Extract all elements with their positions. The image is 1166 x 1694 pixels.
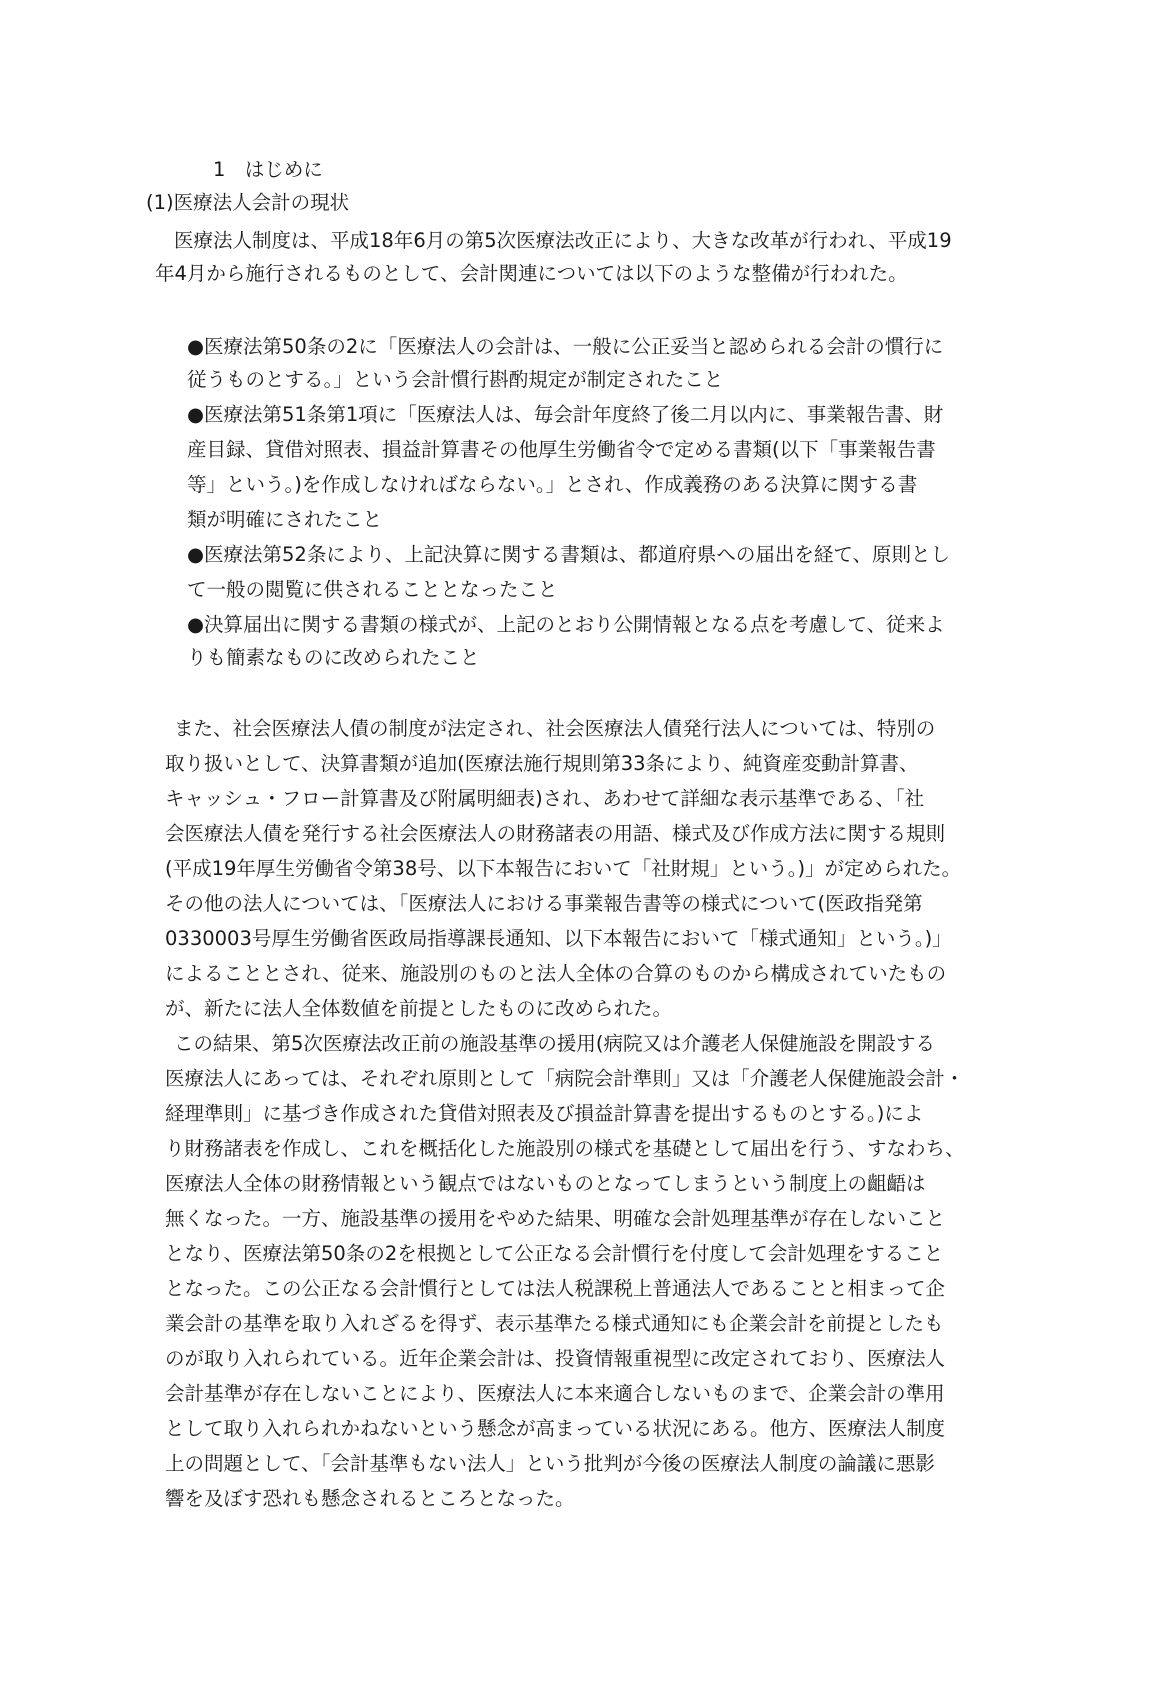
text-line: 響を及ぼす恐れも懸念されるところとなった。 (165, 1487, 575, 1510)
text-line: 医療法人全体の財務情報という観点ではないものとなってしまうという制度上の齟齬は (165, 1172, 926, 1195)
text-line: 従うものとする。」という会計慣行斟酌規定が制定されたこと (187, 368, 724, 391)
text-line: 等」という。)を作成しなければならない。」とされ、作成義務のある決算に関する書 (187, 473, 918, 496)
text-line: 会医療法人債を発行する社会医療法人の財務諸表の用語、様式及び作成方法に関する規則 (165, 822, 946, 845)
text-line: が、新たに法人全体数値を前提としたものに改められた。 (165, 997, 673, 1020)
text-line: 年4月から施行されるものとして、会計関連については以下のような整備が行われた。 (155, 262, 908, 285)
text-line: となり、医療法第50条の2を根拠として公正なる会計慣行を付度して会計処理をすること (165, 1242, 944, 1265)
text-line: 0330003号厚生労働省医政局指導課長通知、以下本報告において「様式通知」という。)」 (165, 927, 952, 950)
text-line: り財務諸表を作成し、これを概括化した施設別の様式を基礎として届出を行う、すなわち、 (165, 1137, 965, 1160)
text-line: ●決算届出に関する書類の様式が、上記のとおり公開情報となる点を考慮して、従来よ (187, 613, 945, 636)
text-line: のが取り入れられている。近年企業会計は、投資情報重視型に改定されており、医療法人 (165, 1347, 946, 1370)
text-line: ●医療法第50条の2に「医療法人の会計は、一般に公正妥当と認められる会計の慣行に (187, 335, 944, 358)
text-line: 類が明確にされたこと (187, 508, 383, 531)
text-line: 上の問題として、「会計基準もない法人」という批判が今後の医療法人制度の論議に悪影 (165, 1452, 935, 1475)
text-line: 会計基準が存在しないことにより、医療法人に本来適合しないものまで、企業会計の準用 (165, 1382, 945, 1405)
text-line: 経理準則」に基づき作成された貸借対照表及び損益計算書を提出するものとする。)によ (165, 1102, 924, 1125)
text-line: また、社会医療法人債の制度が法定され、社会医療法人債発行法人については、特別の (174, 717, 936, 740)
section-heading: 1 はじめに (213, 158, 323, 181)
text-line: ●医療法第51条第1項に「医療法人は、毎会計年度終了後二月以内に、事業報告書、財 (187, 403, 944, 426)
text-line: となった。この公正なる会計慣行としては法人税課税上普通法人であることと相まって企 (165, 1277, 946, 1300)
text-line: その他の法人については、「医療法人における事業報告書等の様式について(医政指発第 (165, 892, 923, 915)
text-line: 医療法人にあっては、それぞれ原則として「病院会計準則」又は「介護老人保健施設会計・ (165, 1067, 965, 1090)
text-line: (平成19年厚生労働省令第38号、以下本報告において「社財規」という。)」が定められた。 (165, 857, 962, 880)
text-line: この結果、第5次医療法改正前の施設基準の援用(病院又は介護老人保健施設を開設する (174, 1032, 936, 1055)
text-line: 無くなった。一方、施設基準の援用をやめた結果、明確な会計処理基準が存在しないこと (165, 1207, 946, 1230)
text-line: 産目録、貸借対照表、損益計算書その他厚生労働省令で定める書類(以下「事業報告書 (187, 438, 936, 461)
text-line: て一般の閲覧に供されることとなったこと (187, 578, 558, 601)
text-line: 業会計の基準を取り入れざるを得ず、表示基準たる様式通知にも企業会計を前提としたも (165, 1312, 944, 1335)
text-line: キャッシュ・フロー計算書及び附属明細表)され、あわせて詳細な表示基準である、「社 (165, 787, 925, 810)
text-line: 取り扱いとして、決算書類が追加(医療法施行規則第33条により、純資産変動計算書、 (165, 752, 919, 775)
text-line: によることとされ、従来、施設別のものと法人全体の合算のものから構成されていたもの (165, 962, 947, 985)
text-line: りも簡素なものに改められたこと (187, 646, 480, 669)
text-line: 医療法人制度は、平成18年6月の第5次医療法改正により、大きな改革が行われ、平成19 (174, 229, 952, 252)
text-line: として取り入れられかねないという懸念が高まっている状況にある。他方、医療法人制度 (165, 1417, 946, 1440)
text-line: ●医療法第52条により、上記決算に関する書類は、都道府県への届出を経て、原則とし (187, 543, 950, 566)
subsection-heading: (1)医療法人会計の現状 (146, 191, 350, 214)
